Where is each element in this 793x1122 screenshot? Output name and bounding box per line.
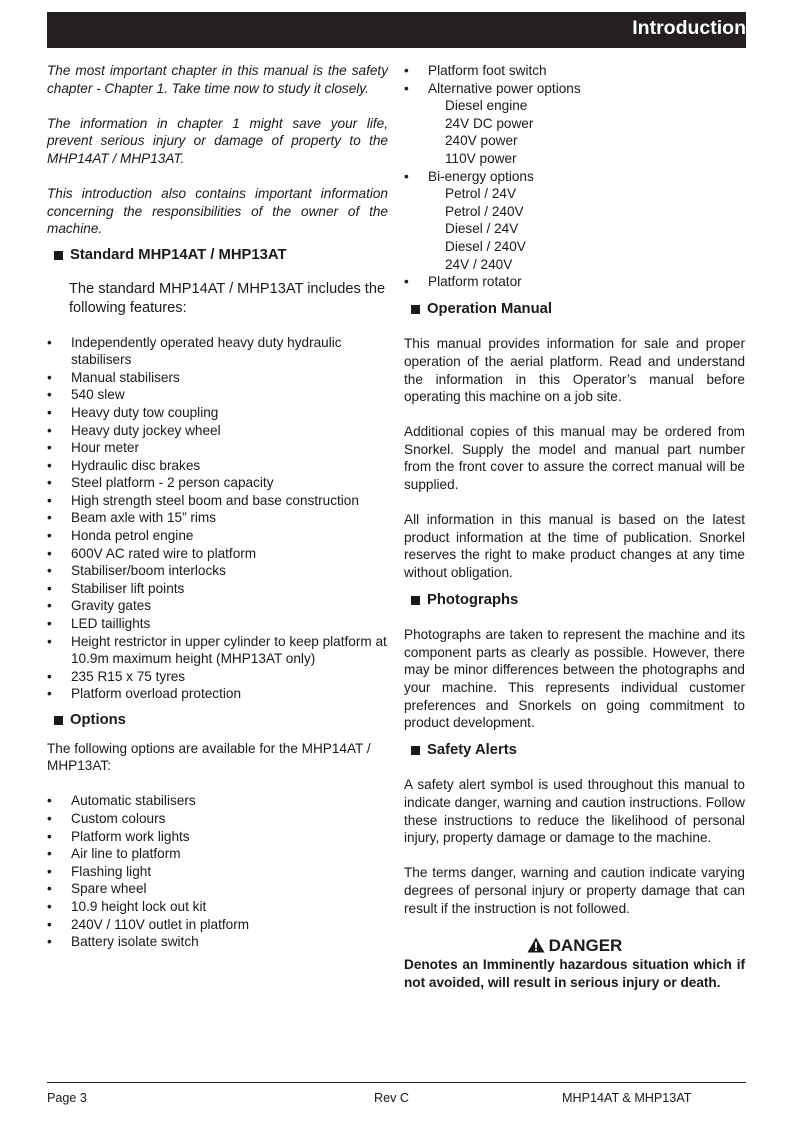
options-heading [47,712,388,730]
list-item: • Heavy duty jockey wheel [47,422,388,440]
sub-list-item: 24V / 240V [445,256,513,272]
footer-model: MHP14AT & MHP13AT [562,1091,692,1105]
list-item: • Height restrictor in upper cylinder to keep platform at 10.9m maximum height (MHP13AT only) [47,633,388,668]
list-item: • Heavy duty tow coupling [47,404,388,422]
footer-rule [47,1082,746,1083]
rotator-list [404,273,745,291]
danger-label: DANGER [548,936,623,956]
options-intro: The following options are available for the MHP14AT / MHP13AT: [47,740,371,774]
options-heading-text: Options [70,712,126,728]
list-item: • Stabiliser lift points [47,580,388,598]
list-item: • Battery isolate switch [47,933,388,951]
safety-paragraph-1: A safety alert symbol is used throughout this manual to indicate danger, warning and caution instructions. Follow these instructions to reduce the likelihood of personal injury, property damage or damage to the machine. [404,777,745,846]
heading-square-icon [411,596,420,605]
list-item: • Spare wheel [47,880,388,898]
operation-paragraph-1: This manual provides information for sale and proper operation of the aerial platform. Read and understand the information in this Operator’s manual before operating this machine on a job site. [404,336,745,405]
list-item: • Stabiliser/boom interlocks [47,562,388,580]
heading-square-icon [411,305,420,314]
list-item: • Independently operated heavy duty hydraulic stabilisers [47,334,388,369]
alt-power-label: Alternative power options [428,80,581,96]
list-item: • High strength steel boom and base construction [47,492,388,510]
photographs-heading-text: Photographs [427,591,519,608]
list-item: • Manual stabilisers [47,369,388,387]
alt-power-sublist [404,97,745,167]
intro-paragraph-3: This introduction also contains important information concerning the responsibilities of the owner of the machine. [47,186,388,237]
sub-list-item: Diesel / 240V [445,238,526,254]
list-item: • Hour meter [47,439,388,457]
list-item [404,80,745,98]
sub-list-item: 24V DC power [445,115,534,131]
list-item: • Platform foot switch [404,62,745,80]
sub-list-item: Diesel engine [445,98,528,114]
list-item: • 600V AC rated wire to platform [47,545,388,563]
list-item: • Hydraulic disc brakes [47,457,388,475]
list-item: • Platform rotator [404,273,745,291]
footer-revision: Rev C [374,1091,409,1105]
sub-list-item: Diesel / 24V [445,221,519,237]
intro-paragraph-2: The information in chapter 1 might save your life, prevent serious injury or damage of property to the MHP14AT / MHP13AT. [47,115,388,166]
safety-heading-text: Safety Alerts [427,741,517,758]
bi-energy-list [404,168,745,186]
heading-square-icon [54,251,63,260]
list-item: • 240V / 110V outlet in platform [47,916,388,934]
standard-heading [47,247,388,265]
list-item: • Beam axle with 15” rims [47,509,388,527]
operation-heading-text: Operation Manual [427,300,552,317]
warning-triangle-icon [527,937,545,953]
danger-text: Denotes an Imminently hazardous situation which if not avoided, will result in serious injury or death. [404,957,745,990]
sub-list-item: Petrol / 240V [445,203,524,219]
danger-title [404,936,745,956]
list-item: • 235 R15 x 75 tyres [47,668,388,686]
list-item: • Air line to platform [47,845,388,863]
left-column [47,62,388,951]
options-list [47,792,388,950]
standard-intro: The standard MHP14AT / MHP13AT includes the following features: [69,280,386,316]
list-item: • Honda petrol engine [47,527,388,545]
list-item: • Flashing light [47,863,388,881]
list-item: • Platform overload protection [47,685,388,703]
right-column [404,62,745,991]
photographs-heading [404,592,745,610]
heading-square-icon [411,746,420,755]
intro-paragraph-1: The most important chapter in this manual is the safety chapter - Chapter 1. Take time now to study it closely. [47,63,388,96]
operation-heading [404,301,745,319]
list-item: • Gravity gates [47,597,388,615]
options-continued-list [404,62,745,97]
list-item: • 10.9 height lock out kit [47,898,388,916]
list-item: • Bi-energy options [404,168,745,186]
header-bar [47,12,746,48]
safety-heading [404,742,745,760]
list-item: • Steel platform - 2 person capacity [47,474,388,492]
list-item: • Platform work lights [47,828,388,846]
list-item: • 540 slew [47,386,388,404]
list-item: • Automatic stabilisers [47,792,388,810]
safety-paragraph-2: The terms danger, warning and caution indicate varying degrees of personal injury or property damage that can result if the instruction is not followed. [404,865,745,916]
page-title: Introduction [632,17,746,39]
sub-list-item: 240V power [445,133,518,149]
standard-features-list [47,334,388,703]
list-item: • Custom colours [47,810,388,828]
sub-list-item: 110V power [445,150,517,166]
operation-paragraph-3: All information in this manual is based on the latest product information at the time of publication. Snorkel reserves the right to make product changes at any time without obligation. [404,512,745,581]
operation-paragraph-2: Additional copies of this manual may be ordered from Snorkel. Supply the model and manual part number from the front cover to assure the correct manual will be supplied. [404,424,745,493]
footer-page: Page 3 [47,1091,87,1105]
sub-list-item: Petrol / 24V [445,186,517,202]
list-item: • LED taillights [47,615,388,633]
standard-heading-text: Standard MHP14AT / MHP13AT [70,246,287,263]
bi-energy-sublist [404,185,745,273]
heading-square-icon [54,716,63,725]
photographs-paragraph: Photographs are taken to represent the machine and its component parts as clearly as possible. However, there may be minor differences between the photographs and your machine. This represents individual customer preferences and Snorkels on going commitment to product development. [404,627,745,731]
